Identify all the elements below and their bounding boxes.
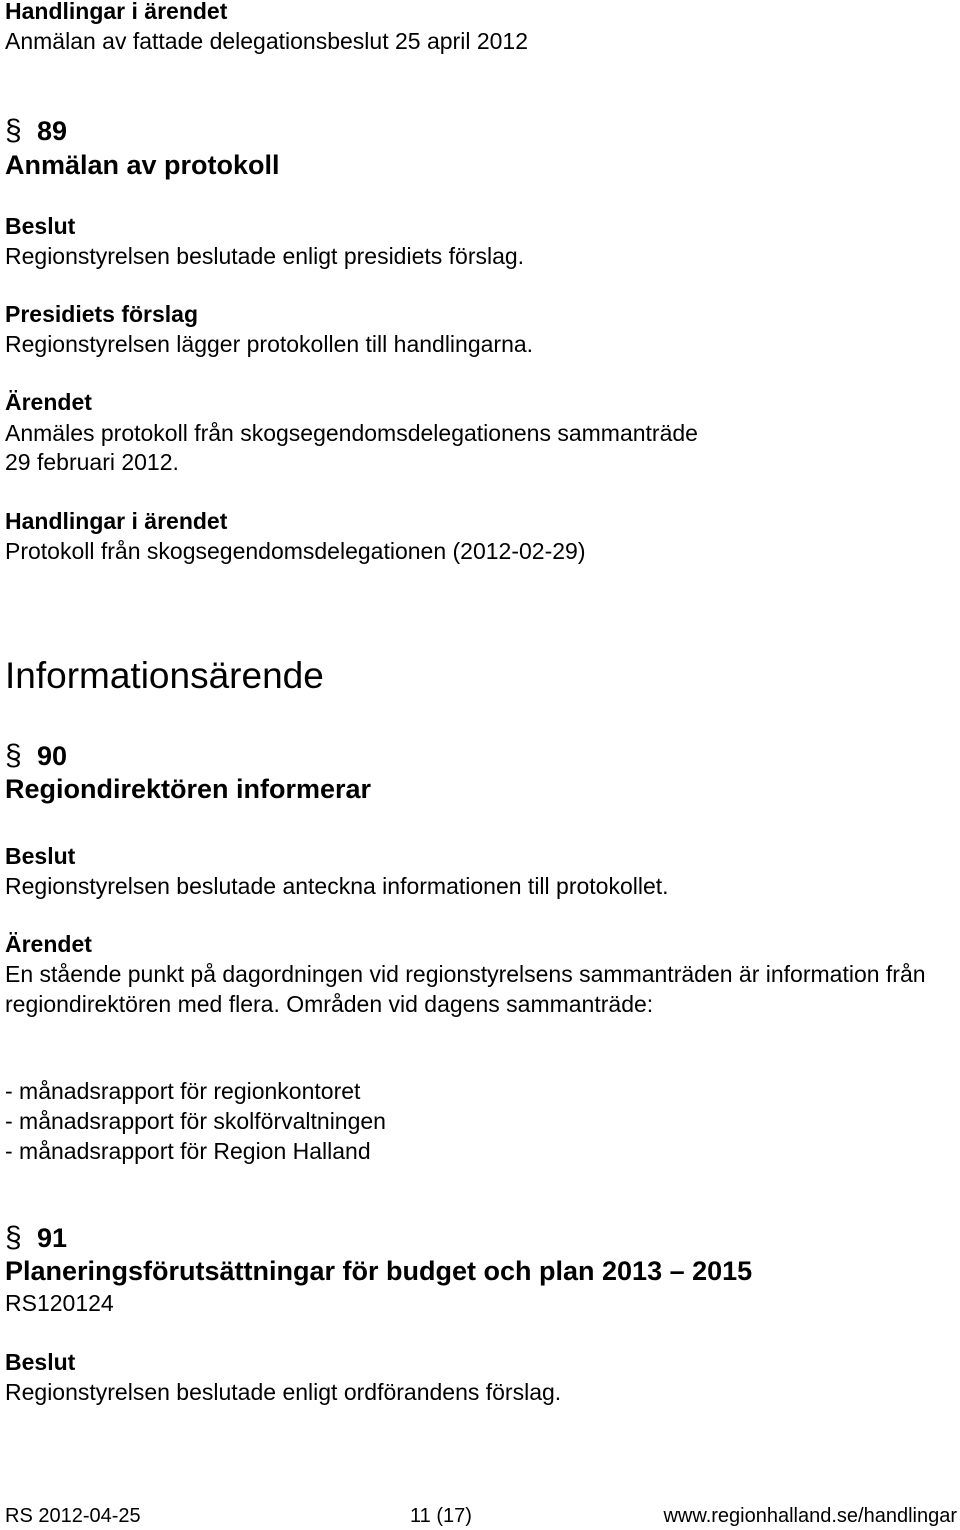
- section-90-beslut-heading: Beslut: [5, 843, 76, 869]
- footer-url[interactable]: www.regionhalland.se/handlingar: [663, 1505, 957, 1527]
- section-89-number: [5, 114, 67, 148]
- top-heading: Handlingar i ärendet: [5, 0, 228, 24]
- footer-date: RS 2012-04-25: [5, 1505, 141, 1527]
- section-89-beslut-heading: Beslut: [5, 213, 76, 239]
- section-89-title: Anmälan av protokoll: [5, 150, 280, 180]
- section-89-handlingar-heading: Handlingar i ärendet: [5, 508, 228, 534]
- footer-page-number: 11 (17): [410, 1505, 472, 1527]
- list-item: - månadsrapport för skolförvaltningen: [5, 1108, 386, 1134]
- list-item: - månadsrapport för regionkontoret: [5, 1078, 361, 1104]
- section-89-forslag-text: Regionstyrelsen lägger protokollen till handlingarna.: [5, 331, 534, 357]
- section-91-number-label: 91: [37, 1222, 68, 1253]
- section-89-arendet-text-1: Anmäles protokoll från skogsegendomsdelegationens sammanträde: [5, 420, 698, 446]
- section-90-arendet-text: En stående punkt på dagordningen vid regionstyrelsens sammanträden är information från regiondirektören med flera. Områden vid dagens sammanträde:: [5, 961, 926, 1017]
- section-89-beslut-text: Regionstyrelsen beslutade enligt presidiets förslag.: [5, 243, 525, 269]
- section-91-title: Planeringsförutsättningar för budget och plan 2013 – 2015: [5, 1256, 753, 1286]
- section-91-reference: RS120124: [5, 1290, 114, 1316]
- paragraph-sign-icon: §: [5, 114, 22, 147]
- paragraph-sign-icon: §: [5, 739, 22, 772]
- section-91-number: [5, 1221, 67, 1255]
- section-title: Informationsärende: [5, 655, 324, 696]
- top-text: Anmälan av fattade delegationsbeslut 25 april 2012: [5, 28, 528, 54]
- section-91-beslut-text: Regionstyrelsen beslutade enligt ordförandens förslag.: [5, 1379, 562, 1405]
- section-89-number-label: 89: [37, 115, 68, 146]
- section-90-arendet-heading: Ärendet: [5, 931, 92, 957]
- section-89-handlingar-text: Protokoll från skogsegendomsdelegationen (2012-02-29): [5, 538, 586, 564]
- section-90-number-label: 90: [37, 740, 68, 771]
- section-90-item-list: [5, 1076, 386, 1166]
- section-90-title: Regiondirektören informerar: [5, 774, 372, 804]
- list-item: - månadsrapport för Region Halland: [5, 1138, 371, 1164]
- paragraph-sign-icon: §: [5, 1221, 22, 1254]
- section-89-arendet-text-2: 29 februari 2012.: [5, 449, 179, 475]
- section-91-beslut-heading: Beslut: [5, 1349, 76, 1375]
- section-89-forslag-heading: Presidiets förslag: [5, 301, 199, 327]
- section-89-arendet-heading: Ärendet: [5, 389, 92, 415]
- section-90-beslut-text: Regionstyrelsen beslutade anteckna informationen till protokollet.: [5, 873, 669, 899]
- section-90-number: [5, 739, 67, 773]
